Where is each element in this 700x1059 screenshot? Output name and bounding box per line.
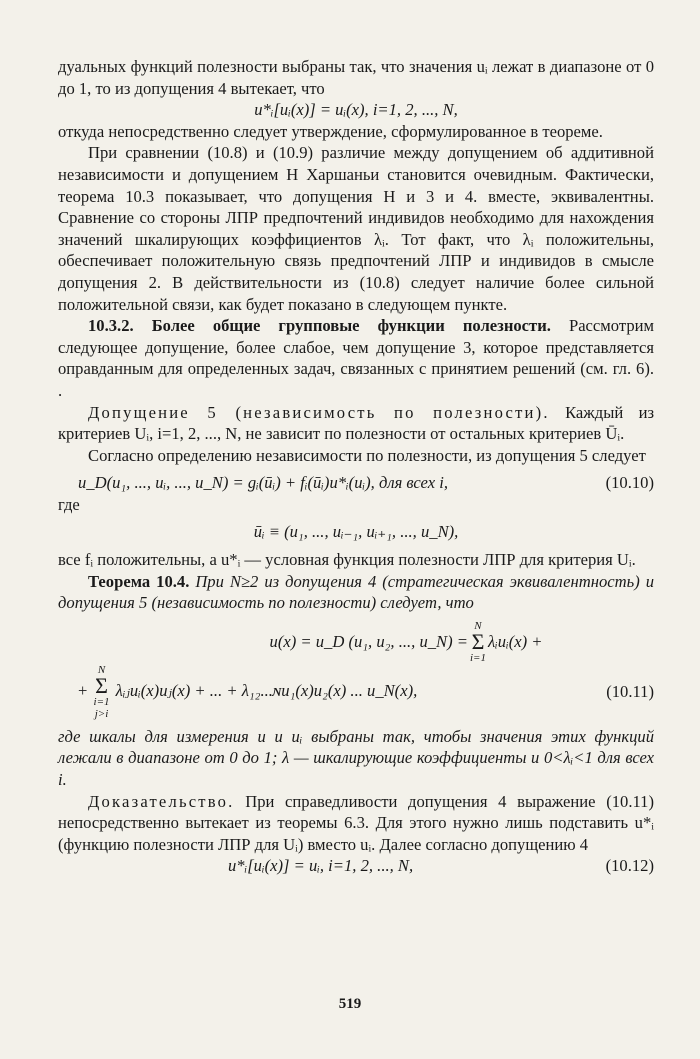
theorem-paragraph xyxy=(58,571,654,614)
equation-10-11-left: u(x) = u_D (u₁, u₂, ..., u_N) = xyxy=(269,632,468,652)
sum-2-lower: i=1 xyxy=(93,695,110,708)
proof-label: Доказательство. xyxy=(88,791,235,811)
sum-symbol-1 xyxy=(470,620,486,664)
equation-10-11-line-2 xyxy=(78,664,654,720)
sum-2-sigma: Σ xyxy=(95,672,108,698)
equation-10-11-terms: λᵢⱼuᵢ(x)uⱼ(x) + ... + λ₁₂...ɴu₁(x)u₂(x) ... u_N(x), xyxy=(115,680,418,700)
paragraph-4-text: Рассмотрим следующее допущение, более слабое, чем допущение 3, которое представляется оправданным для определенных задач, связанных с принятием решений (см. гл. 6). . xyxy=(58,316,654,400)
equation-10-12 xyxy=(58,855,654,877)
paragraph-4 xyxy=(58,315,654,401)
page-number: 519 xyxy=(338,996,362,1012)
text-column xyxy=(58,56,654,877)
paragraph-6: Согласно определению независимости по полезности, из допущения 5 следует xyxy=(88,445,646,465)
paragraph-8: все fᵢ положительны, а u*ᵢ — условная функция полезности ЛПР для критерия Uᵢ. xyxy=(58,550,636,570)
section-heading: 10.3.2. Более общие групповые функции полезности. xyxy=(88,316,551,336)
theorem-heading: Теорема 10.4. xyxy=(88,571,190,591)
equation-10-10-body: u_D(u₁, ..., uᵢ, ..., u_N) = gᵢ(ūᵢ) + fᵢ(ūᵢ)u*ᵢ(uᵢ), для всех i, xyxy=(78,473,448,493)
sum-symbol-2 xyxy=(94,664,110,720)
equation-10-10 xyxy=(58,472,654,494)
sum-1-upper: N xyxy=(474,619,482,632)
equation-1: u*ᵢ[uᵢ(x)] = uᵢ(x), i=1, 2, ..., N, xyxy=(254,100,458,120)
sum-1-lower: i=1 xyxy=(469,651,486,664)
assumption-label: Допущение 5 (независимость по полезности). xyxy=(88,402,550,422)
equation-10-11-right: λᵢuᵢ(x) + xyxy=(487,632,543,652)
sum-1-sigma: Σ xyxy=(471,628,485,654)
equation-10-12-number: (10.12) xyxy=(605,856,654,876)
equation-10-12-body: u*ᵢ[uᵢ(x)] = uᵢ, i=1, 2, ..., N, xyxy=(228,856,414,876)
theorem-text: При N≥2 из допущения 4 (стратегическая эквивалентность) и допущения 5 (независимость по полезности) следует, что xyxy=(58,571,654,613)
paragraph-2: откуда непосредственно следует утверждение, сформулированное в теореме. xyxy=(58,121,603,141)
paragraph-10: где шкалы для измерения u и uᵢ выбраны так, чтобы значения этих функций лежали в диапазоне от 0 до 1; λ — шкалирующие коэффициенты и 0<λᵢ<1 для всех i. xyxy=(58,726,654,790)
paragraph-11 xyxy=(58,791,654,856)
sum-2-upper: N xyxy=(97,663,106,676)
paragraph-7: где xyxy=(58,494,80,514)
paragraph-3: При сравнении (10.8) и (10.9) различие между допущением об аддитивной независимости и допущением H Харшаньи становится очевидным. Фактически, теорема 10.3 показывает, что допущения H и 3 и 4. вместе, эквивалентны. Сравнение со стороны ЛПР предпочтений индивидов необходимо для нахождения значений шкалирующих коэффициентов λᵢ. Тот факт, что λᵢ положительны, обеспечивает положительную связь предпочтений ЛПР и индивидов в смысле допущения 2. В действительности из (10.8) следует наличие более сильной положительной связи, как будет показано в следующем пункте. xyxy=(58,143,654,314)
plus-sign: + xyxy=(78,680,88,700)
equation-10-10-number: (10.10) xyxy=(605,473,654,493)
paragraph-11-text: При справедливости допущения 4 выражение (10.11) непосредственно вытекает из теоремы 6.3. Для этого нужно лишь подставить u*ᵢ (функцию полезности ЛПР для Uᵢ) вместо uᵢ. Далее согласно допущению 4 xyxy=(58,791,654,854)
equation-10-11-line-2-body xyxy=(78,664,594,720)
paragraph-1: дуальных функций полезности выбраны так, что значения uᵢ лежат в диапазоне от 0 до 1, то из допущения 4 вытекает, что xyxy=(58,57,654,98)
paragraph-5-text: Каждый из критериев Uᵢ, i=1, 2, ..., N, не зависит по полезности от остальных критериев Ūᵢ. xyxy=(58,402,655,444)
equation-10-11-line-1 xyxy=(158,620,654,664)
sum-2-lower-2: j>i xyxy=(94,707,109,720)
paragraph-5 xyxy=(58,402,654,445)
equation-10-11-number: (10.11) xyxy=(606,682,654,702)
equation-3: ūᵢ ≡ (u₁, ..., uᵢ₋₁, uᵢ₊₁, ..., u_N), xyxy=(253,522,459,542)
